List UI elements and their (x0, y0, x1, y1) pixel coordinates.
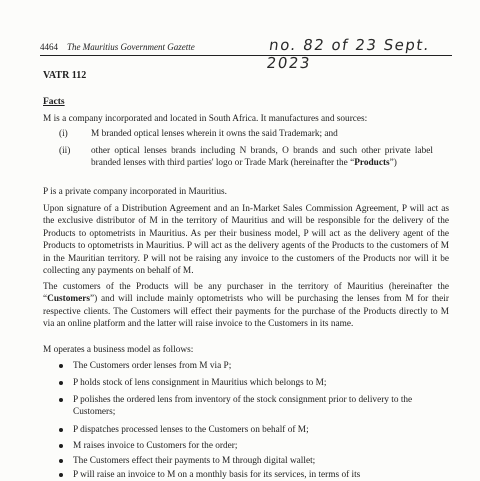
paragraph-agreement: Upon signature of a Distribution Agreement and an In-Market Sales Commission Agreement, P will act as the exclusive distributor of M in the territory of Mauritius and will be responsible for the delivery of the Products to optometrists in Mauritius. As per their business model, P will act as the delivery agent of the Products to optometrists in Mauritius. P will act as the delivery agents of the Products to the customers of M in the Mauritian territory. P will not be raising any invoice to the customers of the Products nor will it be collecting any payments on behalf of M. (43, 204, 449, 277)
bullet-icon (59, 364, 63, 368)
bullet-icon (59, 428, 63, 432)
gazette-title: The Mauritius Government Gazette (67, 42, 195, 52)
defined-term-products: Products (354, 158, 390, 169)
bullet-text: P holds stock of lens consignment in Mauritius which belongs to M; (73, 378, 327, 388)
list-text: M branded optical lenses wherein it owns the said Trademark; and (91, 129, 338, 139)
header-rule (40, 55, 452, 56)
list-number: (ii) (59, 146, 71, 156)
list-text (91, 145, 433, 170)
paragraph-m-intro: M is a company incorporated and located in South Africa. It manufactures and sources: (43, 114, 368, 124)
bullet-text: The Customers order lenses from M via P; (73, 361, 232, 371)
paragraph-customers (43, 281, 449, 331)
ruling-title: VATR 112 (43, 70, 87, 81)
defined-term-customers: Customers (47, 294, 91, 305)
bullet-icon (59, 444, 63, 448)
paragraph-model-intro: M operates a business model as follows: (43, 345, 194, 355)
paragraph-text-part: ”) and will include mainly optometrists who will be purchasing the lenses from M for their respective clients. The Customers will effect their payments for the purchase of the Products directly to M via an online platform and the latter will raise invoice to the Customers in its name. (43, 294, 449, 330)
list-number: (i) (59, 129, 68, 139)
section-heading-facts: Facts (43, 97, 65, 107)
list-text-part: ”) (389, 158, 397, 169)
bullet-text: M raises invoice to Customers for the order; (73, 441, 238, 451)
bullet-text: P will raise an invoice to M on a monthly basis for its services, in terms of its (73, 470, 361, 480)
bullet-text: P polishes the ordered lens from inventory of the stock consignment prior to delivery to the Customers; (73, 395, 413, 418)
bullet-text: P dispatches processed lenses to the Customers on behalf of M; (73, 425, 309, 435)
bullet-text: The Customers effect their payments to M through digital wallet; (73, 456, 316, 466)
bullet-icon (59, 473, 63, 477)
page-number: 4464 (40, 42, 58, 52)
bullet-icon (59, 381, 63, 385)
bullet-icon (59, 459, 63, 463)
handwritten-annotation: no. 82 of 23 Sept. 2023 (265, 36, 432, 72)
paragraph-text-part: The customers of the Products will be any purchaser in the territory of Mauritius (hereinafter the “ (43, 282, 449, 305)
paragraph-p-intro: P is a private company incorporated in Mauritius. (43, 187, 227, 197)
bullet-icon (59, 398, 63, 402)
list-text-part: other optical lenses brands including N brands, O brands and such other private label branded lenses with third parties' logo or Trade Mark (hereinafter the “ (91, 146, 433, 169)
